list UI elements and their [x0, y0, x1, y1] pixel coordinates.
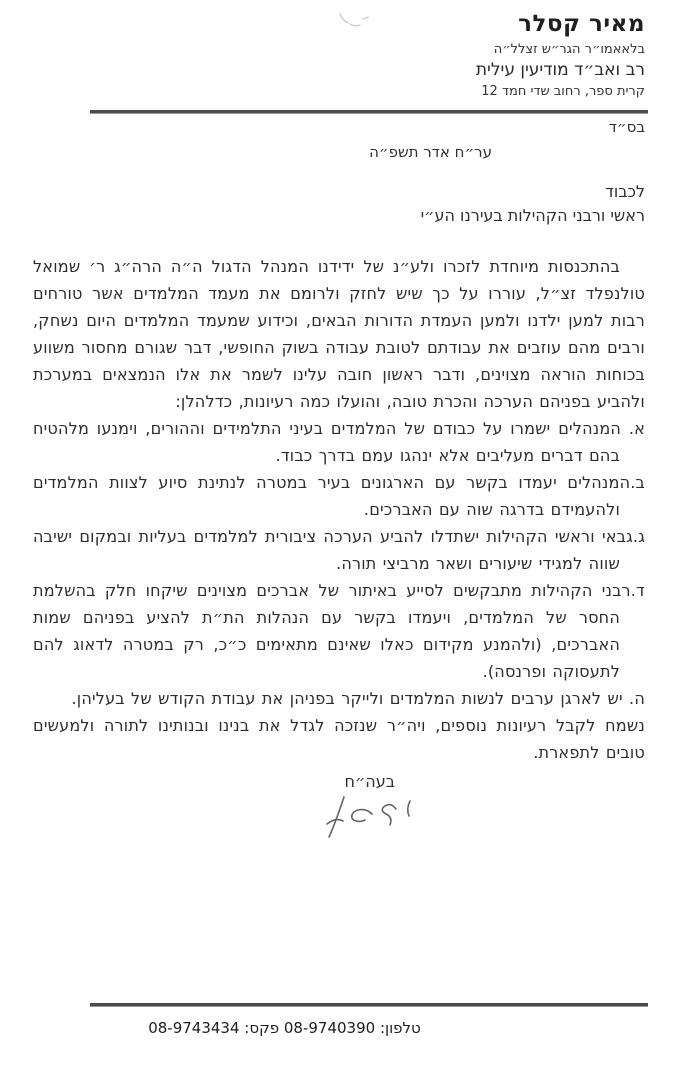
- letterhead-title: רב ואב״ד מודיעין עילית: [475, 60, 645, 80]
- item-text: המנהלים ישמרו על כבודם של המלמדים בעיני התלמידים וההורים, וימנעו מלהטיח בהם דברים מעליבים אלא ינהגו עמם בדרך כבוד.: [33, 418, 622, 465]
- signature: [310, 793, 430, 841]
- salutation-to: לכבוד: [605, 181, 645, 201]
- salutation-recipient: ראשי ורבני הקהילות בעירנו הע״י: [420, 205, 645, 225]
- contact-info: טלפון: 08-9740390 פקס: 08-9743434: [148, 1019, 421, 1037]
- list-item: [33, 577, 645, 685]
- closing-paragraph: נשמח לקבל רעיונות נוספים, ויה״ר שנזכה לגדל את בנינו ובנותינו לתורה ולמעשים טובים לתפארת.: [33, 715, 645, 762]
- item-text: המנהלים יעמדו בקשר עם הארגונים בעיר במטרה לנתינת סיוע לצוות המלמדים ולהעמידם בדרגה שוה עם האברכים.: [33, 472, 631, 519]
- letterhead-lineage: בלאאמו״ר הגר״ש זצלל״ה: [493, 41, 645, 57]
- item-label: ה.: [622, 688, 645, 708]
- list-item: [33, 685, 645, 712]
- item-text: גבאי וראשי הקהילות ישתדלו להביע הערכה ציבורית למלמדים בעליות ובמקום ישיבה שווה למגידי שיעורים ושאר מרביצי תורה.: [33, 526, 633, 573]
- letterhead-name: מאיר קסלר: [518, 11, 645, 37]
- letterhead-address: קרית ספר, רחוב שדי חמד 12: [481, 84, 645, 100]
- item-label: ד.: [630, 580, 645, 600]
- item-label: א.: [621, 418, 646, 438]
- pencil-mark: [336, 10, 372, 32]
- resolutions-list: [33, 415, 645, 712]
- header-divider: [90, 110, 648, 114]
- letter-date: ער״ח אדר תשפ״ה: [369, 142, 492, 161]
- item-label: ג.: [632, 526, 645, 546]
- opening-paragraph: בהתכנסות מיוחדת לזכרו ולע״נ של ידידנו המנהל הדגול ה״ה הרה״ג ר׳ שמואל טולנפלד זצ״ל, עוררו על כך שיש לחזק ולרומם את מעמד המלמדים אשר טורחים רבות למען ילדנו ולמען העמדת הדורות הבאים, וכידוע שמעמד המלמדים היום נשחק, ורבים מהם עוזבים את עבודתם לטובת עבודה בשוק החופשי, דבר שגורם מחסור משווע בכוחות הוראה מצוינים, ודבר ראשון חובה עלינו לשמר את אלו הנמצאים במערכת ולהביע בפניהם הערכה והכרת טובה, והועלו כמה רעיונות, כדלהלן:: [33, 256, 645, 411]
- list-item: [33, 469, 645, 523]
- list-item: [33, 415, 645, 469]
- item-label: ב.: [630, 472, 645, 492]
- footer-divider: [90, 1003, 648, 1007]
- letter-footer: [0, 1003, 674, 1065]
- letter-body: [0, 118, 674, 841]
- item-text: יש לארגן ערבים לנשות המלמדים ולייקר בפניהן את עבודת הקודש של בעליהן.: [71, 688, 623, 708]
- bsd-mark: בס״ד: [608, 117, 645, 136]
- signoff-label: בעה״ח: [344, 771, 395, 791]
- list-item: [33, 523, 645, 577]
- item-text: רבני הקהילות מתבקשים לסייע באיתור של אברכים מצוינים שיקחו חלק בהשלמת החסר של המלמדים, ויעמדו בקשר עם הנהלות הת״ת להציע בפניהם שמות האברכים, (ולהמנע מקידום כאלו שאינם מתאימים כ״כ, רק במטרה לדאוג להם לתעסוקה ופרנסה).: [33, 580, 631, 681]
